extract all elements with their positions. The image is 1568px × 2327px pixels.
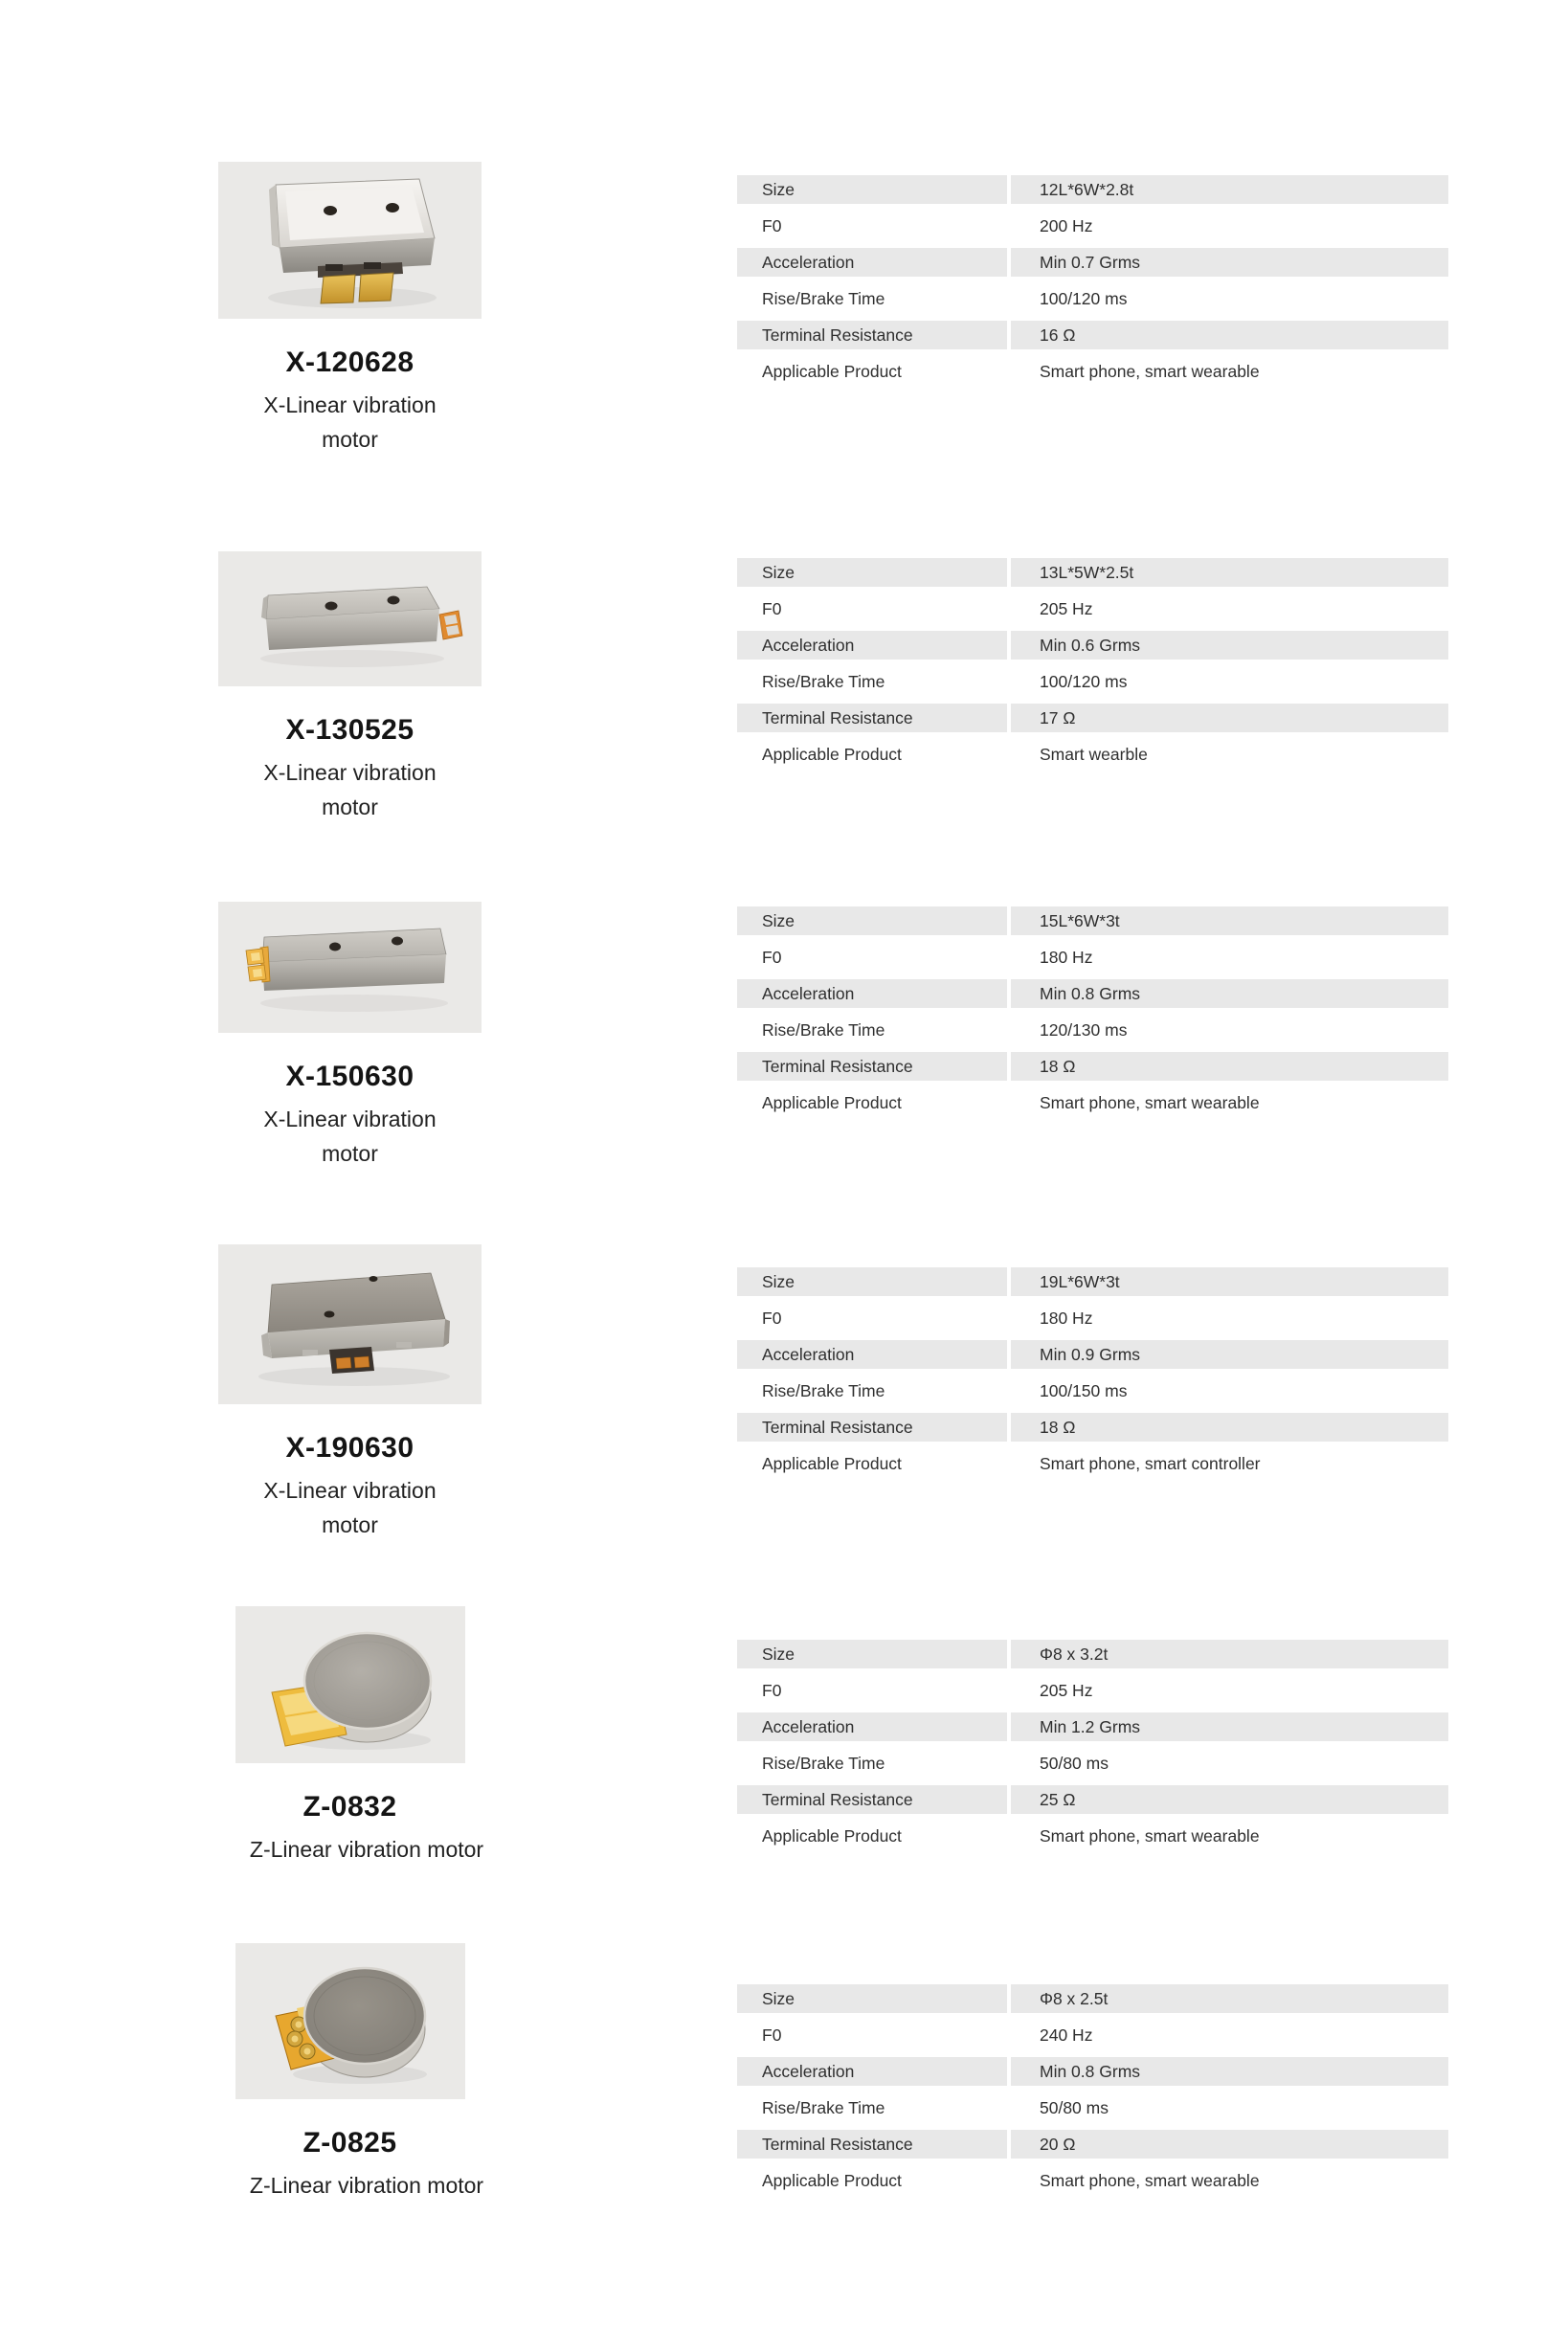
spec-table — [733, 1260, 1452, 1486]
product-model: Z-0832 — [302, 1791, 397, 1823]
spec-label: Terminal Resistance — [737, 1052, 1007, 1081]
product-photo — [218, 1244, 482, 1404]
spec-row — [737, 284, 1448, 313]
spec-value: Smart wearble — [1040, 744, 1148, 764]
spec-label: Applicable Product — [762, 1453, 902, 1473]
spec-row — [737, 1785, 1448, 1814]
spec-row — [737, 1088, 1448, 1117]
product-type: X-Linear vibration motor — [263, 1478, 437, 1537]
product-type: X-Linear vibration motor — [263, 392, 437, 452]
product-model: X-190630 — [285, 1432, 414, 1464]
product-model: Z-0825 — [302, 2127, 397, 2159]
spec-row — [737, 979, 1448, 1008]
spec-label: F0 — [762, 1308, 782, 1328]
spec-value: 50/80 ms — [1040, 1753, 1109, 1773]
product-type: Z-Linear vibration motor — [249, 2173, 484, 2198]
spec-label: Acceleration — [737, 979, 1007, 1008]
spec-value: 19L*6W*3t — [1011, 1267, 1448, 1296]
spec-label: Size — [737, 1984, 1007, 2013]
spec-value: 100/150 ms — [1040, 1380, 1128, 1400]
product-photo — [218, 551, 482, 686]
spec-row — [737, 1984, 1448, 2013]
spec-value: 205 Hz — [1040, 598, 1093, 618]
spec-label: Terminal Resistance — [737, 1413, 1007, 1442]
spec-label: Terminal Resistance — [737, 1785, 1007, 1814]
spec-label: Terminal Resistance — [737, 321, 1007, 349]
spec-label: Applicable Product — [762, 1825, 902, 1846]
spec-label: Size — [737, 1267, 1007, 1296]
z-linear-motor-image — [235, 1606, 465, 1763]
spec-value: 205 Hz — [1040, 1680, 1093, 1700]
spec-value: Min 1.2 Grms — [1011, 1712, 1448, 1741]
spec-value: 12L*6W*2.8t — [1011, 175, 1448, 204]
spec-row — [737, 357, 1448, 386]
spec-row — [737, 1822, 1448, 1850]
spec-row — [737, 1413, 1448, 1442]
spec-row — [737, 1267, 1448, 1296]
spec-table — [733, 1632, 1452, 1858]
spec-label: Applicable Product — [762, 361, 902, 381]
spec-table — [733, 899, 1452, 1125]
spec-label: Terminal Resistance — [737, 2130, 1007, 2159]
spec-row — [737, 2130, 1448, 2159]
spec-label: Applicable Product — [762, 1092, 902, 1112]
spec-value: 120/130 ms — [1040, 1019, 1128, 1040]
spec-value: Smart phone, smart controller — [1040, 1453, 1261, 1473]
spec-value: 100/120 ms — [1040, 671, 1128, 691]
spec-label: Rise/Brake Time — [762, 288, 885, 308]
spec-label: Rise/Brake Time — [762, 1380, 885, 1400]
spec-value: 20 Ω — [1011, 2130, 1448, 2159]
product-figure — [218, 902, 482, 1171]
spec-value: Min 0.9 Grms — [1011, 1340, 1448, 1369]
product-photo — [235, 1606, 465, 1763]
spec-value: 100/120 ms — [1040, 288, 1128, 308]
spec-label: Acceleration — [737, 248, 1007, 277]
product-photo — [218, 902, 482, 1033]
product-figure — [218, 1943, 482, 2203]
spec-row — [737, 1052, 1448, 1081]
spec-label: Size — [737, 175, 1007, 204]
spec-value: Φ8 x 3.2t — [1011, 1640, 1448, 1668]
spec-row — [737, 1340, 1448, 1369]
spec-row — [737, 1304, 1448, 1332]
x-linear-motor-image — [218, 162, 482, 319]
spec-label: Acceleration — [737, 1340, 1007, 1369]
spec-value: Smart phone, smart wearable — [1040, 2170, 1260, 2190]
spec-row — [737, 1376, 1448, 1405]
spec-value: 17 Ω — [1011, 704, 1448, 732]
spec-row — [737, 667, 1448, 696]
spec-row — [737, 1016, 1448, 1044]
spec-row — [737, 2021, 1448, 2049]
spec-row — [737, 2057, 1448, 2086]
spec-row — [737, 1749, 1448, 1778]
spec-row — [737, 943, 1448, 972]
product-type: X-Linear vibration motor — [263, 1107, 437, 1166]
spec-value: Min 0.7 Grms — [1011, 248, 1448, 277]
product-model: X-130525 — [285, 714, 414, 746]
spec-row — [737, 906, 1448, 935]
spec-label: F0 — [762, 1680, 782, 1700]
spec-label: Rise/Brake Time — [762, 2097, 885, 2117]
spec-value: 13L*5W*2.5t — [1011, 558, 1448, 587]
spec-row — [737, 631, 1448, 660]
product-model: X-120628 — [285, 347, 414, 378]
spec-value: Min 0.8 Grms — [1011, 979, 1448, 1008]
product-figure — [218, 1606, 482, 1867]
z-linear-motor-image — [235, 1943, 465, 2099]
spec-value: 18 Ω — [1011, 1052, 1448, 1081]
spec-label: Acceleration — [737, 1712, 1007, 1741]
spec-row — [737, 1449, 1448, 1478]
product-type: X-Linear vibration motor — [263, 760, 437, 819]
spec-row — [737, 2166, 1448, 2195]
spec-row — [737, 1712, 1448, 1741]
spec-label: Rise/Brake Time — [762, 671, 885, 691]
spec-label: Size — [737, 558, 1007, 587]
product-photo — [218, 162, 482, 319]
product-photo — [235, 1943, 465, 2099]
spec-label: F0 — [762, 215, 782, 235]
spec-row — [737, 248, 1448, 277]
spec-value: 15L*6W*3t — [1011, 906, 1448, 935]
spec-label: Terminal Resistance — [737, 704, 1007, 732]
spec-value: Min 0.6 Grms — [1011, 631, 1448, 660]
spec-value: Smart phone, smart wearable — [1040, 1092, 1260, 1112]
product-type: Z-Linear vibration motor — [249, 1837, 484, 1862]
spec-value: Φ8 x 2.5t — [1011, 1984, 1448, 2013]
spec-label: Size — [737, 1640, 1007, 1668]
spec-value: 50/80 ms — [1040, 2097, 1109, 2117]
product-figure — [218, 162, 482, 457]
spec-row — [737, 175, 1448, 204]
spec-value: 25 Ω — [1011, 1785, 1448, 1814]
spec-row — [737, 1676, 1448, 1705]
spec-value: Smart phone, smart wearable — [1040, 1825, 1260, 1846]
spec-row — [737, 2093, 1448, 2122]
product-model: X-150630 — [285, 1061, 414, 1092]
spec-value: 240 Hz — [1040, 2025, 1093, 2045]
spec-table — [733, 1977, 1452, 2203]
spec-label: Applicable Product — [762, 2170, 902, 2190]
x-linear-motor-image — [218, 902, 482, 1033]
spec-table — [733, 550, 1452, 776]
spec-label: F0 — [762, 598, 782, 618]
spec-label: Rise/Brake Time — [762, 1753, 885, 1773]
x-linear-motor-image — [218, 551, 482, 686]
spec-label: F0 — [762, 2025, 782, 2045]
spec-row — [737, 740, 1448, 769]
spec-label: Applicable Product — [762, 744, 902, 764]
spec-label: Size — [737, 906, 1007, 935]
product-figure — [218, 551, 482, 824]
spec-label: Acceleration — [737, 631, 1007, 660]
spec-row — [737, 558, 1448, 587]
spec-label: Acceleration — [737, 2057, 1007, 2086]
spec-label: Rise/Brake Time — [762, 1019, 885, 1040]
product-figure — [218, 1244, 482, 1542]
spec-row — [737, 704, 1448, 732]
spec-row — [737, 594, 1448, 623]
spec-value: 200 Hz — [1040, 215, 1093, 235]
spec-value: 18 Ω — [1011, 1413, 1448, 1442]
spec-table — [733, 168, 1452, 393]
spec-value: 16 Ω — [1011, 321, 1448, 349]
spec-label: F0 — [762, 947, 782, 967]
x-linear-motor-image — [218, 1244, 482, 1404]
spec-row — [737, 212, 1448, 240]
spec-value: Smart phone, smart wearable — [1040, 361, 1260, 381]
spec-row — [737, 1640, 1448, 1668]
spec-row — [737, 321, 1448, 349]
spec-value: Min 0.8 Grms — [1011, 2057, 1448, 2086]
spec-value: 180 Hz — [1040, 947, 1093, 967]
spec-value: 180 Hz — [1040, 1308, 1093, 1328]
